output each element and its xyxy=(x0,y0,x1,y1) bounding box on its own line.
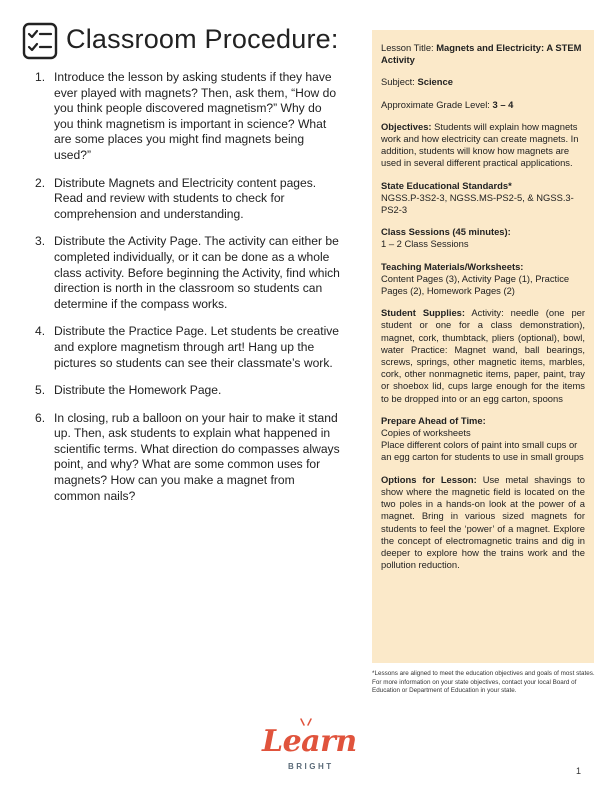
sessions-label: Class Sessions (45 minutes): xyxy=(381,226,511,238)
step-number: 3. xyxy=(35,234,46,249)
logo-subtext: BRIGHT xyxy=(288,762,334,771)
page-number: 1 xyxy=(576,766,582,776)
step-number: 5. xyxy=(35,383,46,398)
procedure-step xyxy=(32,176,344,223)
procedure-step xyxy=(32,411,344,505)
grade-label: Approximate Grade Level: xyxy=(381,98,493,110)
procedure-step xyxy=(32,324,344,371)
procedure-step xyxy=(32,383,344,399)
grade-line xyxy=(381,99,585,111)
lesson-title-line xyxy=(381,42,585,66)
materials-text: Content Pages (3), Activity Page (1), Practice Pages (2), Homework Pages (2) xyxy=(381,272,570,297)
step-text: In closing, rub a balloon on your hair to make it stand up. Then, ask students to explain what happened in scientific terms. What direction do compasses always point, and why? What are some common uses for magnets? How can you make a magnet from common nails? xyxy=(54,410,340,503)
lesson-title: Magnets and Electricity: A STEM Activity xyxy=(381,42,582,66)
page-header xyxy=(22,22,352,62)
procedure-list xyxy=(32,70,344,516)
step-number: 2. xyxy=(35,175,46,190)
lesson-info-sidebar xyxy=(372,30,594,663)
step-text: Introduce the lesson by asking students if they have ever played with magnets? Then, ask them, “How do you think people discovered magnetism?” Why do you think magnetism is important in science? What are some places you might find magnets being used?” xyxy=(54,70,337,162)
materials-block xyxy=(381,261,585,298)
step-number: 6. xyxy=(35,410,46,425)
page-title: Classroom Procedure: xyxy=(66,24,339,54)
logo-wordmark: Learn xyxy=(262,724,357,759)
step-number: 1. xyxy=(35,70,46,84)
step-text: Distribute the Practice Page. Let students be creative and explore magnetism through art! Hang up the pictures so students can see their classmate’s work. xyxy=(54,324,340,370)
subject-line xyxy=(381,76,585,88)
options-label: Options for Lesson: xyxy=(381,473,477,485)
step-number: 4. xyxy=(35,324,46,339)
supplies-block xyxy=(381,307,585,405)
step-text: Distribute Magnets and Electricity content pages. Read and review with students to check for comprehension and understanding. xyxy=(54,175,317,221)
subject-value: Science xyxy=(417,76,453,88)
step-text: Distribute the Activity Page. The activity can either be completed individually, or it can be done as a whole class activity. Before beginning the Activity, find which direction is north in the classroom so students can determine if the compass works. xyxy=(54,234,340,311)
learn-bright-logo xyxy=(256,718,356,778)
objectives-block xyxy=(381,121,585,170)
materials-label: Teaching Materials/Worksheets: xyxy=(381,260,524,272)
procedure-step xyxy=(32,70,344,164)
supplies-label: Student Supplies: xyxy=(381,307,466,319)
standards-text: NGSS.P-3S2-3, NGSS.MS-PS2-5, & NGSS.3-PS2-3 xyxy=(381,191,574,216)
options-block xyxy=(381,474,585,572)
checklist-icon xyxy=(22,22,58,60)
sessions-text: 1 – 2 Class Sessions xyxy=(381,238,469,250)
objectives-text: Students will explain how magnets work and how electricity can create magnets. In addition, students will know how magnets are used in several different practical applications. xyxy=(381,120,579,169)
standards-block xyxy=(381,180,585,217)
prepare-label: Prepare Ahead of Time: xyxy=(381,414,486,426)
options-text: Use metal shavings to show where the magnetic field is located on the two poles in a hands-on look at the power of a magnet. Bring in various sized magnets for students to feel the ‘power’ of a magnet. Explore the concept of electromagnetic trains and dig in deeper to explore how the trains work and the pollution reduction. xyxy=(381,473,585,571)
prepare-block xyxy=(381,415,585,464)
objectives-label: Objectives: xyxy=(381,120,432,132)
standards-footnote: *Lessons are aligned to meet the education objectives and goals of most states. For more information on your state objectives, contact your local Board of Education or Department of Education in your state. xyxy=(372,670,595,695)
supplies-text: Activity: needle (one per student or one for a class demonstration), magnet, cork, thumbtack, pliers (optional), bowl, water Practice: Magnet wand, ball bearings, screws, springs, other magnetic items, marbles, cork, other nonmagnetic items, paper, paint, tray or shoebox lid, cups large enough for the items to be dropped into or an egg carton, spoons xyxy=(381,307,585,404)
procedure-step xyxy=(32,234,344,312)
subject-label: Subject: xyxy=(381,76,418,88)
prepare-text-1: Copies of worksheets xyxy=(381,427,471,439)
sessions-block xyxy=(381,226,585,250)
step-text: Distribute the Homework Page. xyxy=(54,383,222,398)
standards-label: State Educational Standards* xyxy=(381,179,512,191)
grade-value: 3 – 4 xyxy=(492,98,514,110)
lesson-title-label: Lesson Title: xyxy=(381,42,437,53)
prepare-text-2: Place different colors of paint into small cups or an egg carton for students to use in small groups xyxy=(381,439,584,463)
